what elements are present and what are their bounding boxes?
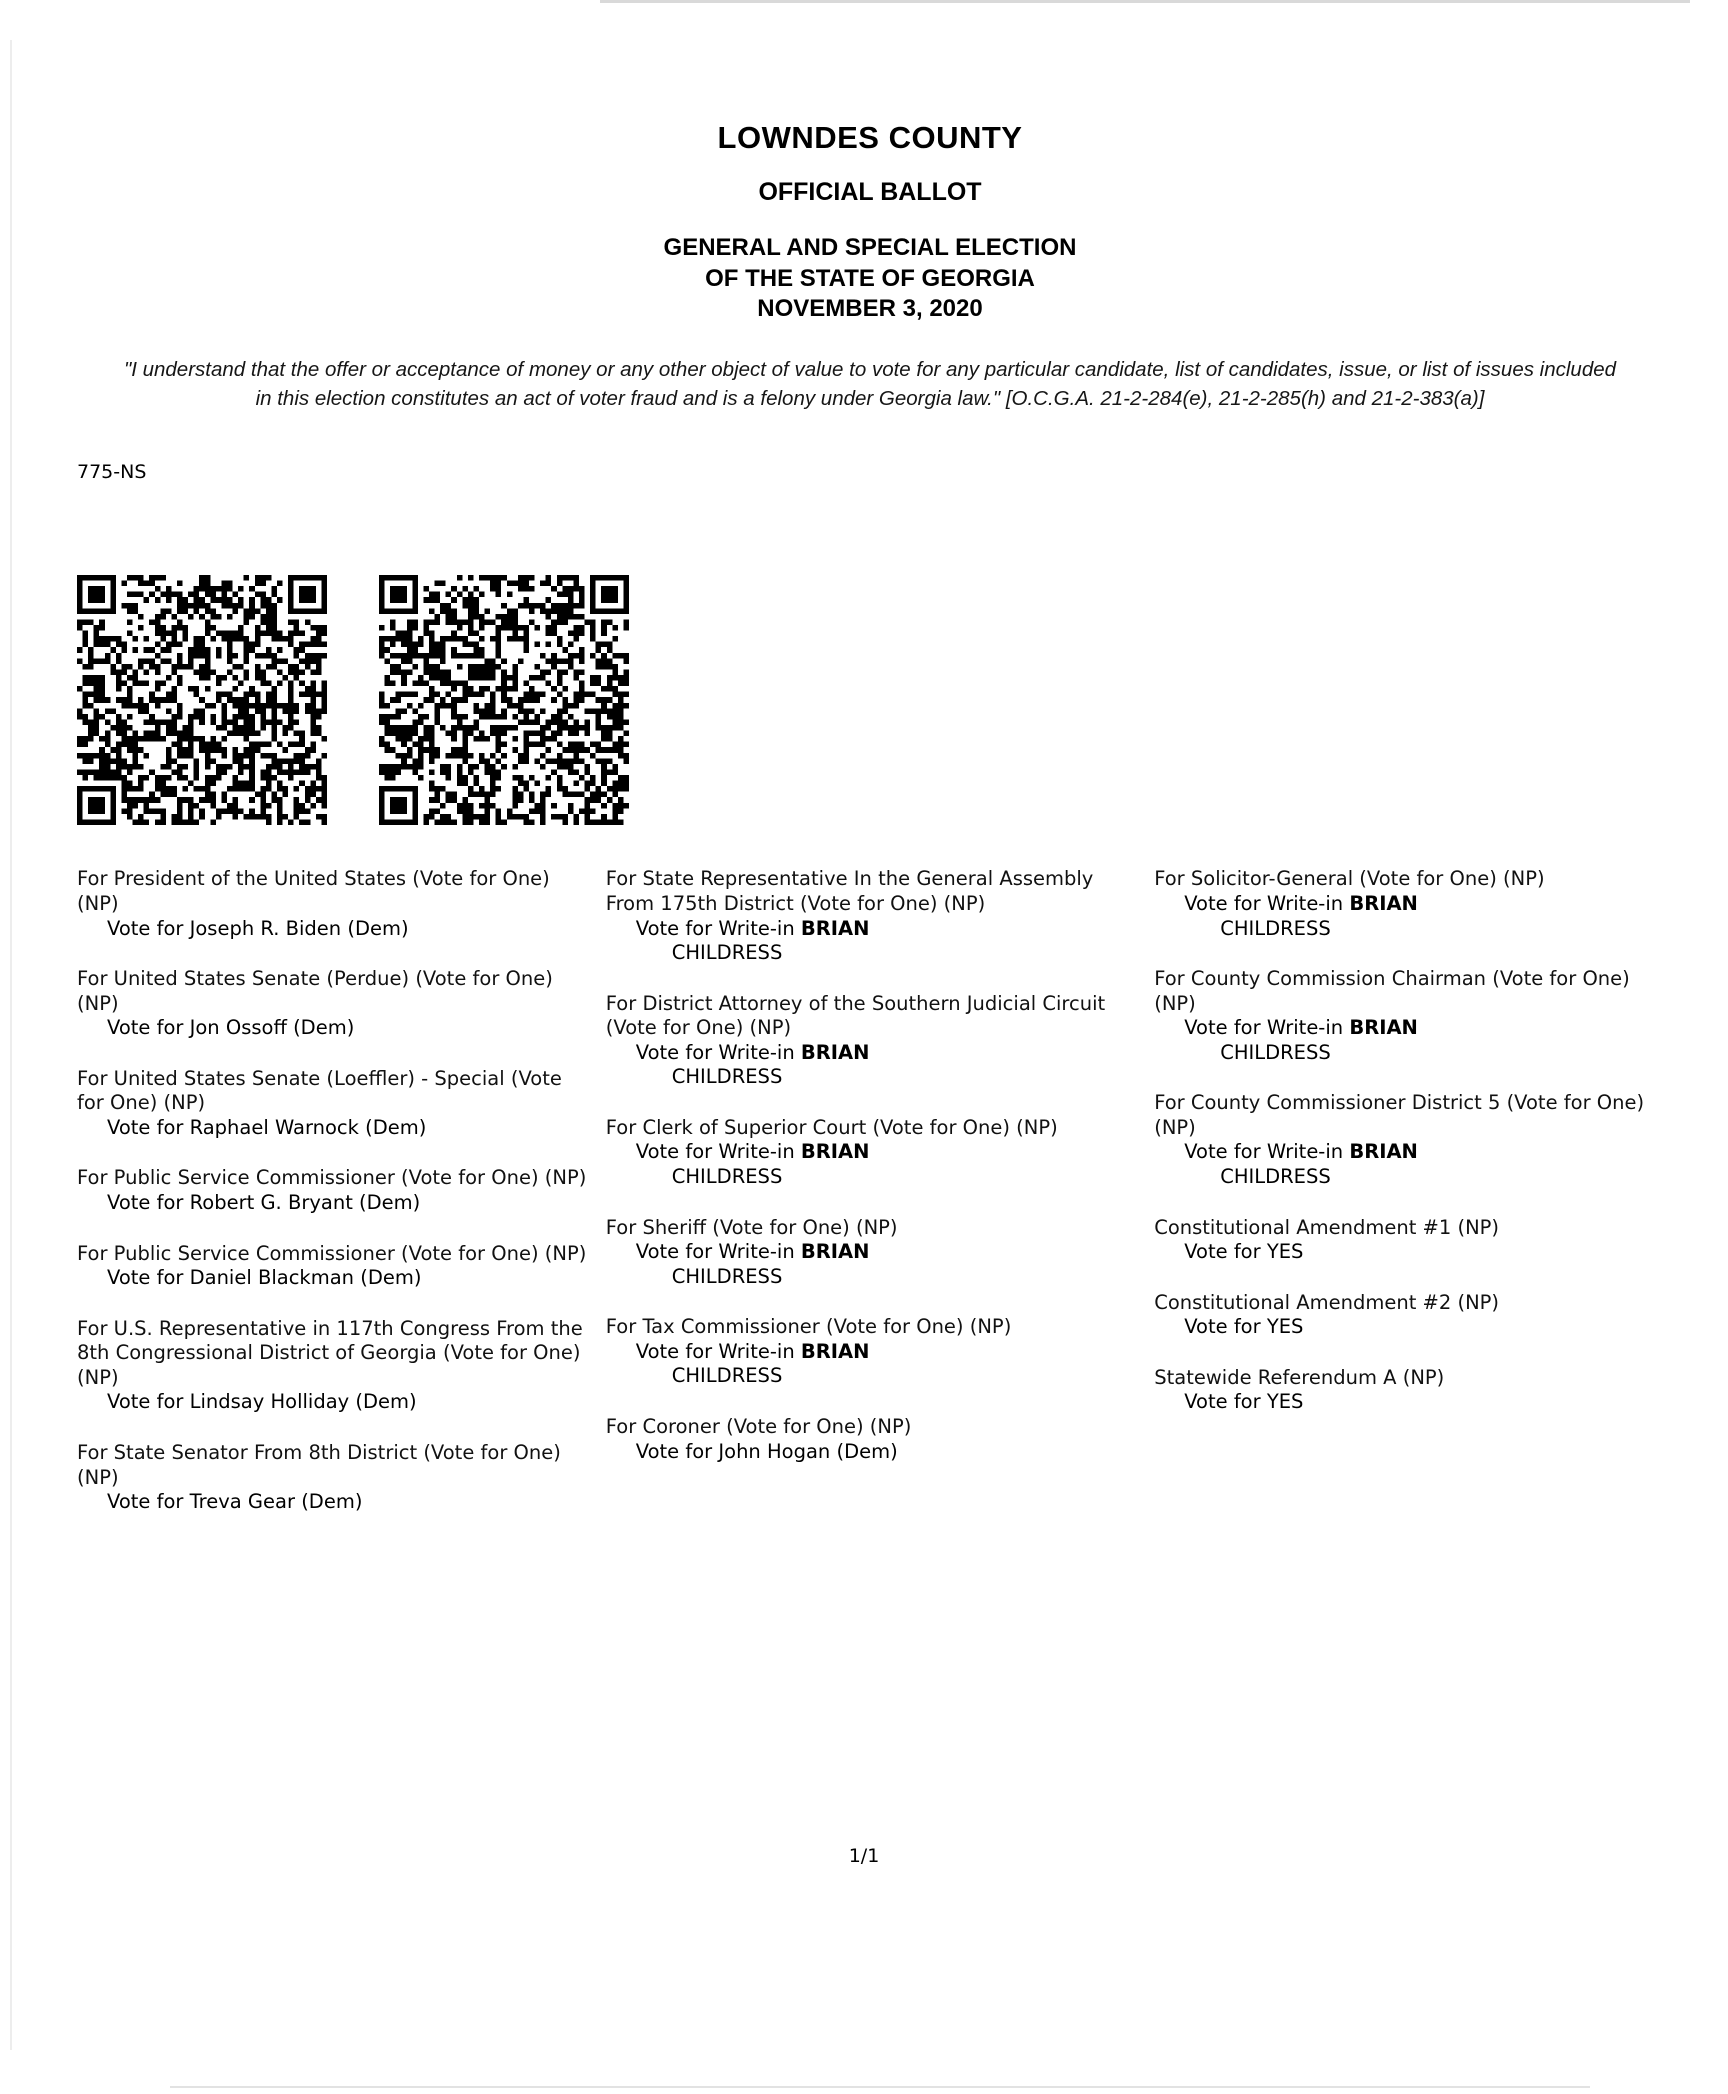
contest-selection (606, 1340, 1136, 1389)
selection-text: Vote for Write-in (1184, 1016, 1350, 1040)
contest-block (77, 1166, 588, 1215)
contest-selection (606, 1041, 1136, 1090)
election-line-1: GENERAL AND SPECIAL ELECTION (663, 234, 1077, 261)
election-line-2: OF THE STATE OF GEORGIA (705, 264, 1035, 292)
contest-column-2 (606, 867, 1136, 1540)
contest-title: Constitutional Amendment #1 (NP) (1154, 1215, 1500, 1239)
write-in-name-first: BRIAN (800, 1040, 870, 1064)
contest-column-1 (77, 867, 588, 1540)
contest-selection: Vote for Jon Ossoff (Dem) (107, 1016, 355, 1040)
contest-selection: Vote for Robert G. Bryant (Dem) (107, 1191, 421, 1214)
contest-block (77, 967, 588, 1041)
ballot-qr-code-2 (379, 575, 629, 825)
contest-block (77, 1242, 588, 1291)
selection-text: Vote for Write-in (1184, 1140, 1350, 1164)
scan-edge-top (600, 0, 1690, 3)
contest-selection (606, 1140, 1136, 1189)
contest-block (77, 1067, 588, 1141)
contest-block (1154, 1291, 1665, 1340)
contest-title: For President of the United States (Vote for One) (NP) (77, 867, 550, 915)
contest-title: For Public Service Commissioner (Vote for One) (NP) (77, 1166, 587, 1190)
contest-block (606, 992, 1136, 1090)
write-in-name-last: CHILDRESS (1220, 1040, 1331, 1064)
contest-selection: Vote for Raphael Warnock (Dem) (107, 1115, 427, 1139)
write-in-name-first: BRIAN (1349, 1016, 1418, 1040)
contest-block (1154, 967, 1665, 1065)
contest-selection: Vote for Joseph R. Biden (Dem) (107, 916, 409, 940)
selection-text: Vote for Write-in (635, 1240, 801, 1264)
voter-oath-text: "I understand that the offer or acceptance of money or any other object of value to vote for any particular candidate, list of candidates, issue, or list of issues included in this election constitutes an act of voter fraud and is a felony under Georgia law." [O.C.G.A. 21-2-284(e), 21-2-285(h) and 21-2-383(a)] (123, 358, 1617, 411)
write-in-name-last: CHILDRESS (1220, 1165, 1331, 1188)
contest-selection: Vote for John Hogan (Dem) (635, 1439, 898, 1463)
scan-edge-left (10, 40, 12, 2050)
contest-selection: Vote for YES (1184, 1315, 1304, 1339)
contest-title: Constitutional Amendment #2 (NP) (1154, 1290, 1500, 1314)
ballot-content (75, 120, 1665, 1541)
contest-title: For County Commissioner District 5 (Vote for One) (NP) (1154, 1091, 1645, 1139)
ballot-style-code: 775-NS (77, 461, 147, 484)
contest-block (1154, 1366, 1665, 1415)
write-in-name-first: BRIAN (800, 1240, 870, 1264)
selection-text: Vote for Write-in (1184, 891, 1350, 915)
contest-block (77, 867, 588, 941)
selection-text: Vote for Write-in (635, 916, 801, 940)
contest-title: For Solicitor-General (Vote for One) (NP) (1154, 867, 1545, 891)
write-in-name-first: BRIAN (1349, 891, 1418, 915)
contest-block (1154, 1216, 1665, 1265)
election-date: NOVEMBER 3, 2020 (757, 295, 983, 323)
write-in-name-first: BRIAN (1349, 1140, 1418, 1164)
scan-edge-bottom (170, 2086, 1590, 2088)
contest-block (606, 867, 1136, 965)
contest-title: For Tax Commissioner (Vote for One) (NP) (605, 1315, 1012, 1339)
contest-selection (1154, 1140, 1665, 1189)
contest-selection: Vote for YES (1184, 1240, 1304, 1264)
qr-code-row (77, 575, 1665, 825)
contest-block (606, 1216, 1136, 1290)
contest-selection: Vote for YES (1184, 1390, 1304, 1414)
page-number: 1/1 (848, 1845, 880, 1867)
write-in-name-last: CHILDRESS (671, 1364, 783, 1388)
contest-title: For Sheriff (Vote for One) (NP) (605, 1215, 898, 1239)
contest-block (77, 1317, 588, 1415)
contest-title: For United States Senate (Perdue) (Vote for One) (NP) (77, 967, 553, 1015)
contest-column-3 (1154, 867, 1665, 1540)
contest-title: For State Senator From 8th District (Vote for One) (NP) (77, 1440, 561, 1489)
contest-columns (77, 867, 1665, 1540)
selection-text: Vote for Write-in (635, 1040, 801, 1064)
contest-title: For County Commission Chairman (Vote for One) (NP) (1154, 967, 1630, 1015)
contest-title: For United States Senate (Loeffler) - Special (Vote for One) (NP) (77, 1066, 562, 1115)
contest-title: For Coroner (Vote for One) (NP) (605, 1414, 912, 1438)
write-in-name-first: BRIAN (800, 1140, 870, 1164)
contest-title: For Clerk of Superior Court (Vote for One) (NP) (605, 1115, 1058, 1139)
contest-selection: Vote for Daniel Blackman (Dem) (107, 1266, 422, 1290)
contest-selection (606, 1240, 1136, 1289)
write-in-name-first: BRIAN (800, 1339, 870, 1363)
contest-selection: Vote for Treva Gear (Dem) (107, 1490, 363, 1514)
contest-selection (1154, 1016, 1665, 1065)
contest-block (1154, 867, 1665, 941)
contest-block (606, 1315, 1136, 1389)
contest-title: For Public Service Commissioner (Vote for One) (NP) (77, 1241, 587, 1265)
contest-selection (1154, 892, 1665, 941)
contest-selection: Vote for Lindsay Holliday (Dem) (107, 1390, 417, 1414)
selection-text: Vote for Write-in (635, 1140, 801, 1164)
official-ballot-heading: OFFICIAL BALLOT (758, 178, 982, 206)
contest-title: For State Representative In the General Assembly From 175th District (Vote for One) (NP) (605, 867, 1094, 915)
write-in-name-last: CHILDRESS (1220, 916, 1331, 940)
contest-block (606, 1415, 1136, 1464)
contest-title: Statewide Referendum A (NP) (1154, 1365, 1445, 1389)
contest-block (606, 1116, 1136, 1190)
ballot-qr-code-1 (77, 575, 327, 825)
contest-title: For U.S. Representative in 117th Congress From the 8th Congressional District of Georgia (Vote for One) (NP) (77, 1316, 583, 1389)
contest-block (77, 1441, 588, 1515)
selection-text: Vote for Write-in (635, 1339, 801, 1363)
county-title: LOWNDES COUNTY (717, 120, 1023, 155)
write-in-name-last: CHILDRESS (671, 941, 783, 965)
contest-block (1154, 1091, 1665, 1189)
write-in-name-last: CHILDRESS (671, 1165, 783, 1188)
contest-title: For District Attorney of the Southern Judicial Circuit (Vote for One) (NP) (605, 991, 1106, 1040)
contest-selection (606, 917, 1136, 966)
write-in-name-first: BRIAN (800, 916, 870, 940)
write-in-name-last: CHILDRESS (671, 1065, 783, 1089)
election-heading (75, 233, 1665, 325)
write-in-name-last: CHILDRESS (671, 1264, 783, 1288)
